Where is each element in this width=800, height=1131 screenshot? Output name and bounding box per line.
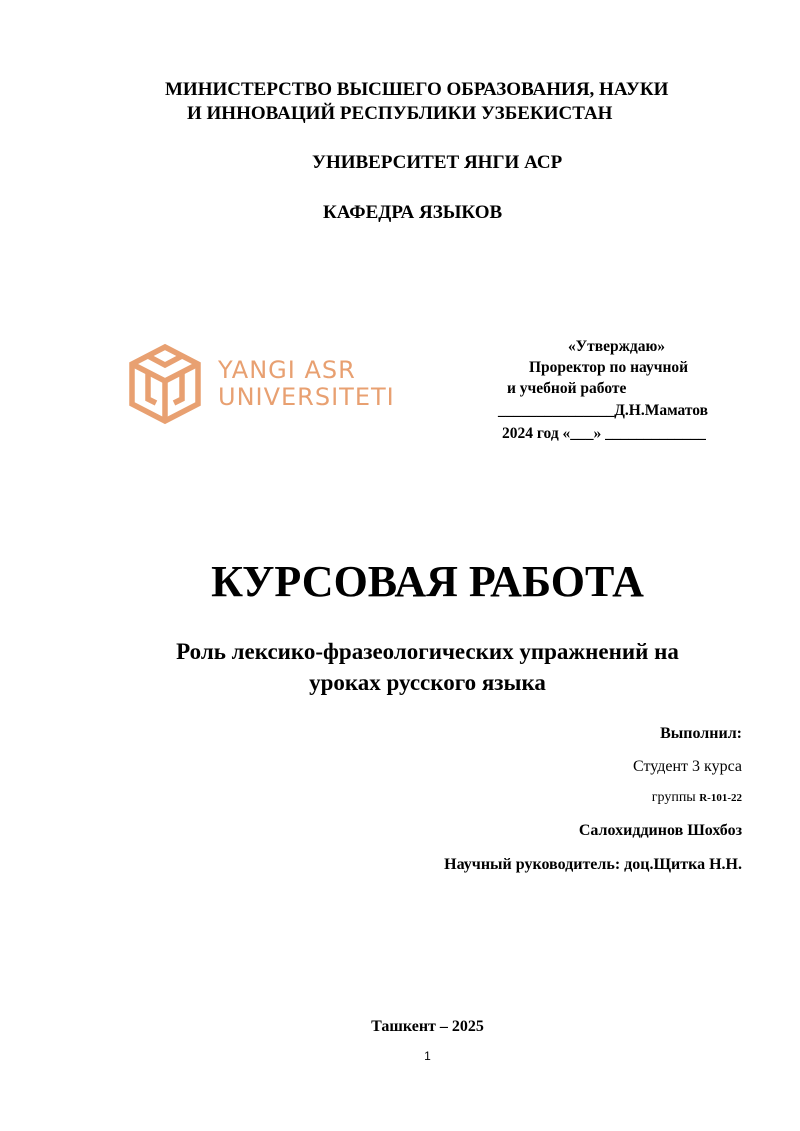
university-name: УНИВЕРСИТЕТ ЯНГИ АСР bbox=[312, 152, 563, 173]
logo-line-1: YANGI ASR bbox=[218, 356, 356, 384]
approval-date: 2024 год «___» _____________ bbox=[502, 425, 706, 442]
approval-position-2: и учебной работе bbox=[507, 380, 627, 397]
document-title: КУРСОВАЯ РАБОТА bbox=[211, 557, 644, 606]
department-name: КАФЕДРА ЯЗЫКОВ bbox=[323, 202, 503, 223]
subtitle-line-2: уроках русского языка bbox=[309, 670, 546, 695]
student-group bbox=[652, 790, 742, 806]
document-subtitle bbox=[0, 636, 800, 698]
university-logo bbox=[128, 343, 403, 425]
page-number: 1 bbox=[424, 1049, 431, 1063]
approval-signature: _______________Д.Н.Маматов bbox=[498, 402, 709, 419]
logo-line-2: UNIVERSITETI bbox=[218, 383, 395, 411]
subtitle-line-1: Роль лексико-фразеологических упражнений на bbox=[176, 639, 679, 664]
group-label: группы bbox=[651, 790, 696, 805]
approval-position-1: Проректор по научной bbox=[529, 359, 689, 376]
student-course: Студент 3 курса bbox=[633, 758, 742, 775]
logo-wordmark bbox=[218, 357, 395, 411]
ministry-line-2: И ИННОВАЦИЙ РЕСПУБЛИКИ УЗБЕКИСТАН bbox=[187, 103, 613, 124]
city-year: Ташкент – 2025 bbox=[371, 1018, 484, 1035]
supervisor: Научный руководитель: доц.Щитка Н.Н. bbox=[444, 856, 742, 873]
student-name: Салохиддинов Шохбоз bbox=[578, 822, 742, 839]
yangi-asr-cube-logo-icon bbox=[128, 343, 202, 425]
approval-heading: «Утверждаю» bbox=[568, 338, 666, 355]
ministry-line-1: МИНИСТЕРСТВО ВЫСШЕГО ОБРАЗОВАНИЯ, НАУКИ bbox=[165, 79, 669, 100]
group-code: R-101-22 bbox=[699, 792, 742, 804]
performed-label: Выполнил: bbox=[660, 725, 742, 742]
